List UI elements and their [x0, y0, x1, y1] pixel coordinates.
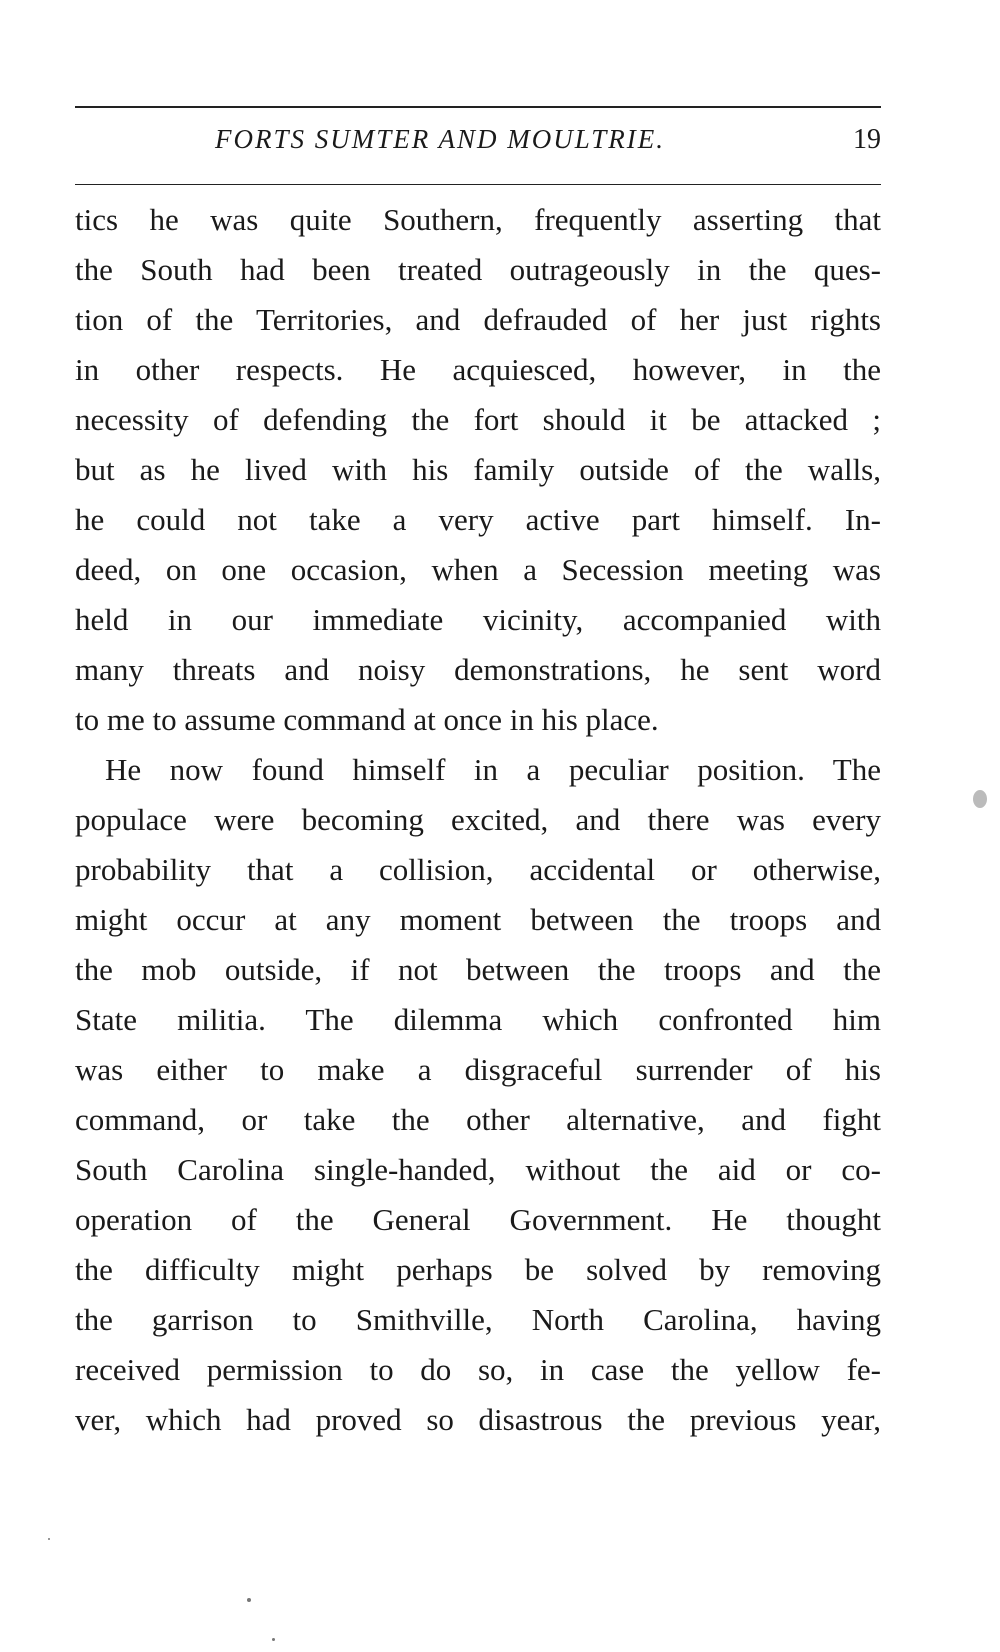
text-line: many threats and noisy demonstrations, he sent word — [75, 652, 881, 687]
text-line: might occur at any moment between the troops and — [75, 902, 881, 937]
paragraph — [75, 195, 881, 745]
text-line: tion of the Territories, and defrauded of her just rights — [75, 302, 881, 337]
scan-speck — [247, 1598, 251, 1602]
text-line: to me to assume command at once in his place. — [75, 702, 659, 737]
running-head — [75, 124, 881, 164]
text-line: tics he was quite Southern, frequently asserting that — [75, 202, 881, 237]
text-line: necessity of defending the fort should it be attacked ; — [75, 402, 881, 437]
text-line: the garrison to Smithville, North Carolina, having — [75, 1302, 881, 1337]
page-number: 19 — [853, 124, 881, 155]
text-line: deed, on one occasion, when a Secession meeting was — [75, 552, 881, 587]
body-text — [75, 195, 881, 1445]
text-line: the difficulty might perhaps be solved by removing — [75, 1252, 881, 1287]
header-rule — [75, 184, 881, 185]
text-line: he could not take a very active part himself. In- — [75, 502, 881, 537]
text-line: He now found himself in a peculiar position. The — [105, 752, 881, 787]
text-line: command, or take the other alternative, and fight — [75, 1102, 881, 1137]
text-line: operation of the General Government. He thought — [75, 1202, 881, 1237]
text-line: State militia. The dilemma which confronted him — [75, 1002, 881, 1037]
paragraph — [75, 745, 881, 1445]
text-line: in other respects. He acquiesced, however, in the — [75, 352, 881, 387]
text-line: probability that a collision, accidental or otherwise, — [75, 852, 881, 887]
text-line: but as he lived with his family outside of the walls, — [75, 452, 881, 487]
scan-speck — [272, 1638, 275, 1641]
top-rule — [75, 106, 881, 108]
text-line: received permission to do so, in case the yellow fe- — [75, 1352, 881, 1387]
text-line: the South had been treated outrageously in the ques- — [75, 252, 881, 287]
running-title: FORTS SUMTER AND MOULTRIE. — [215, 124, 665, 154]
text-line: was either to make a disgraceful surrender of his — [75, 1052, 881, 1087]
text-line: ver, which had proved so disastrous the previous year, — [75, 1402, 881, 1437]
scan-speck — [973, 790, 987, 808]
text-line: populace were becoming excited, and there was every — [75, 802, 881, 837]
text-line: held in our immediate vicinity, accompanied with — [75, 602, 881, 637]
text-line: the mob outside, if not between the troops and the — [75, 952, 881, 987]
text-line: South Carolina single-handed, without the aid or co- — [75, 1152, 881, 1187]
scan-speck — [48, 1538, 50, 1540]
